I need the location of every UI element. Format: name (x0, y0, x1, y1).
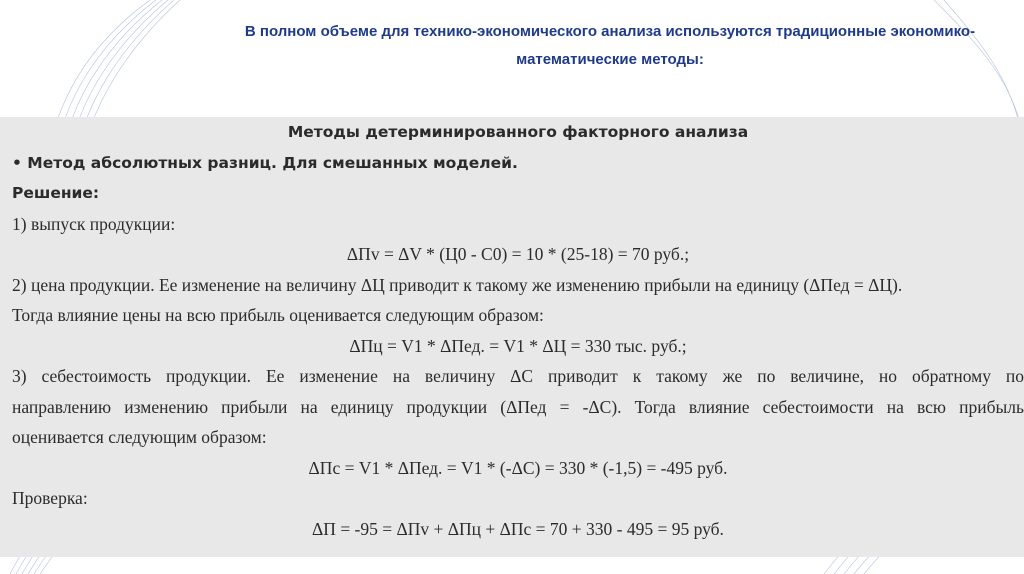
item-3-line-3: оценивается следующим образом: (12, 427, 267, 447)
formula-4: ΔП = -95 = ΔПv + ΔПц + ΔПс = 70 + 330 - 495 = 95 руб. (312, 518, 724, 539)
formula-2: ΔПц = V1 * ΔПед. = V1 * ΔЦ = 330 тыс. руб.; (349, 335, 687, 356)
slide-title-line1: В полном объеме для технико-экономического анализа используются традиционные экономико- (244, 23, 976, 40)
item-2-line-1: 2) цена продукции. Ее изменение на величину ΔЦ приводит к такому же изменению прибыли на единицу (ΔПед = ΔЦ). (12, 274, 903, 295)
item-2-line-2: Тогда влияние цены на всю прибыль оценивается следующим образом: (12, 305, 544, 325)
item-3-line-1: 3) себестоимость продукции. Ее изменение на величину ΔС приводит к такому же по величине, но обратному по (12, 366, 1024, 386)
formula-1: ΔПv = ΔV * (Ц0 - C0) = 10 * (25-18) = 70 руб.; (346, 244, 690, 264)
content-panel (0, 117, 1024, 557)
slide-title (230, 18, 990, 74)
check-label: Проверка: (12, 488, 88, 508)
item-1: 1) выпуск продукции: (12, 213, 176, 234)
solution-label: Решение: (12, 184, 100, 202)
formula-3: ΔПс = V1 * ΔПед. = V1 * (-ΔС) = 330 * (-1,5) = -495 руб. (308, 457, 728, 478)
section-heading: Методы детерминированного факторного анализа (287, 123, 749, 141)
content-body (12, 117, 1024, 544)
item-3-line-2: направлению изменению прибыли на единицу продукции (ΔПед = -ΔС). Тогда влияние себестоимости на всю прибыль (12, 396, 1024, 417)
method-bullet: • Метод абсолютных разниц. Для смешанных моделей. (12, 153, 518, 172)
slide-title-line2: математические методы: (516, 51, 704, 68)
